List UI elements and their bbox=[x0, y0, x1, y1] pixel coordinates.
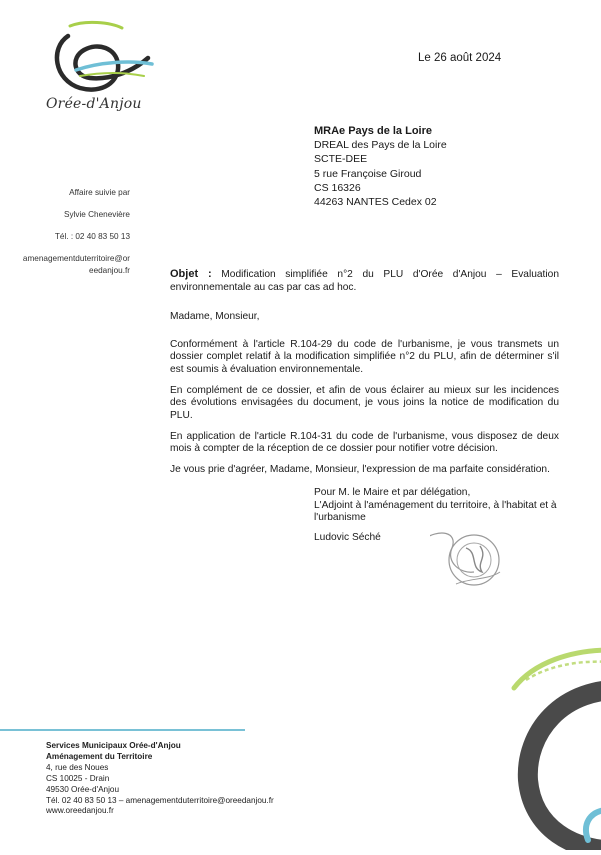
recipient-name: MRAe Pays de la Loire bbox=[314, 125, 432, 137]
contact-person: Sylvie Chenevière bbox=[64, 210, 130, 219]
footer-line: CS 10025 - Drain bbox=[46, 773, 110, 783]
paragraph-1: Conformément à l'article R.104-29 du code de l'urbanisme, je vous transmets un dossier complet relatif à la modification simplifiée n°2 du PLU, afin de déterminer s'il est soumis à évaluation environnementale. bbox=[170, 338, 559, 375]
signature-line-2: L'Adjoint à l'aménagement du territoire, à l'habitat et à l'urbanisme bbox=[314, 499, 557, 524]
decorative-swirl bbox=[500, 640, 601, 850]
contact-email-line-1[interactable]: amenagementduterritoire@or bbox=[22, 254, 130, 263]
footer-line: 49530 Orée-d'Anjou bbox=[46, 784, 120, 794]
contact-email-line-2[interactable]: eedanjou.fr bbox=[89, 265, 130, 275]
recipient-line: SCTE-DEE bbox=[314, 153, 368, 166]
letter-body bbox=[170, 268, 559, 485]
subject bbox=[170, 268, 559, 294]
case-contact-sidebar bbox=[14, 187, 130, 276]
signatory-name: Ludovic Séché bbox=[314, 531, 381, 543]
footer-line: 4, rue des Noues bbox=[46, 762, 109, 772]
paragraph-2: En complément de ce dossier, et afin de vous éclairer au mieux sur les incidences des évolutions envisagées du document, je vous joins la notice de modification du PLU. bbox=[170, 384, 559, 421]
logo-text: Orée-d'Anjou bbox=[46, 96, 142, 112]
greeting: Madame, Monsieur, bbox=[170, 311, 260, 323]
recipient-line: DREAL des Pays de la Loire bbox=[314, 139, 447, 152]
paragraph-3: En application de l'article R.104-31 du code de l'urbanisme, vous disposez de deux mois à compter de la réception de ce dossier pour notifier votre décision. bbox=[170, 430, 559, 455]
footer-dept: Aménagement du Territoire bbox=[46, 751, 153, 761]
footer-contact[interactable]: Tél. 02 40 83 50 13 – amenagementduterritoire@oreedanjou.fr bbox=[46, 795, 274, 805]
footer-address bbox=[46, 741, 274, 817]
contact-phone: Tél. : 02 40 83 50 13 bbox=[54, 232, 130, 241]
subject-label: Objet : bbox=[170, 268, 212, 280]
footer-org: Services Municipaux Orée-d'Anjou bbox=[46, 741, 181, 750]
followed-by-label: Affaire suivie par bbox=[69, 188, 130, 197]
footer-website[interactable]: www.oreedanjou.fr bbox=[46, 806, 114, 816]
subject-text: Modification simplifiée n°2 du PLU d'Orée d'Anjou – Evaluation environnementale au cas par cas ad hoc. bbox=[170, 269, 559, 293]
letter-date: Le 26 août 2024 bbox=[418, 52, 502, 64]
recipient-address bbox=[314, 124, 447, 209]
signature-line-1: Pour M. le Maire et par délégation, bbox=[314, 487, 471, 498]
recipient-line: CS 16326 bbox=[314, 181, 361, 194]
signature-stamp bbox=[430, 522, 505, 597]
recipient-line: 44263 NANTES Cedex 02 bbox=[314, 196, 437, 209]
recipient-line: 5 rue Françoise Giroud bbox=[314, 167, 422, 180]
paragraph-4: Je vous prie d'agréer, Madame, Monsieur, l'expression de ma parfaite considération. bbox=[170, 464, 550, 476]
footer-divider bbox=[0, 729, 245, 731]
